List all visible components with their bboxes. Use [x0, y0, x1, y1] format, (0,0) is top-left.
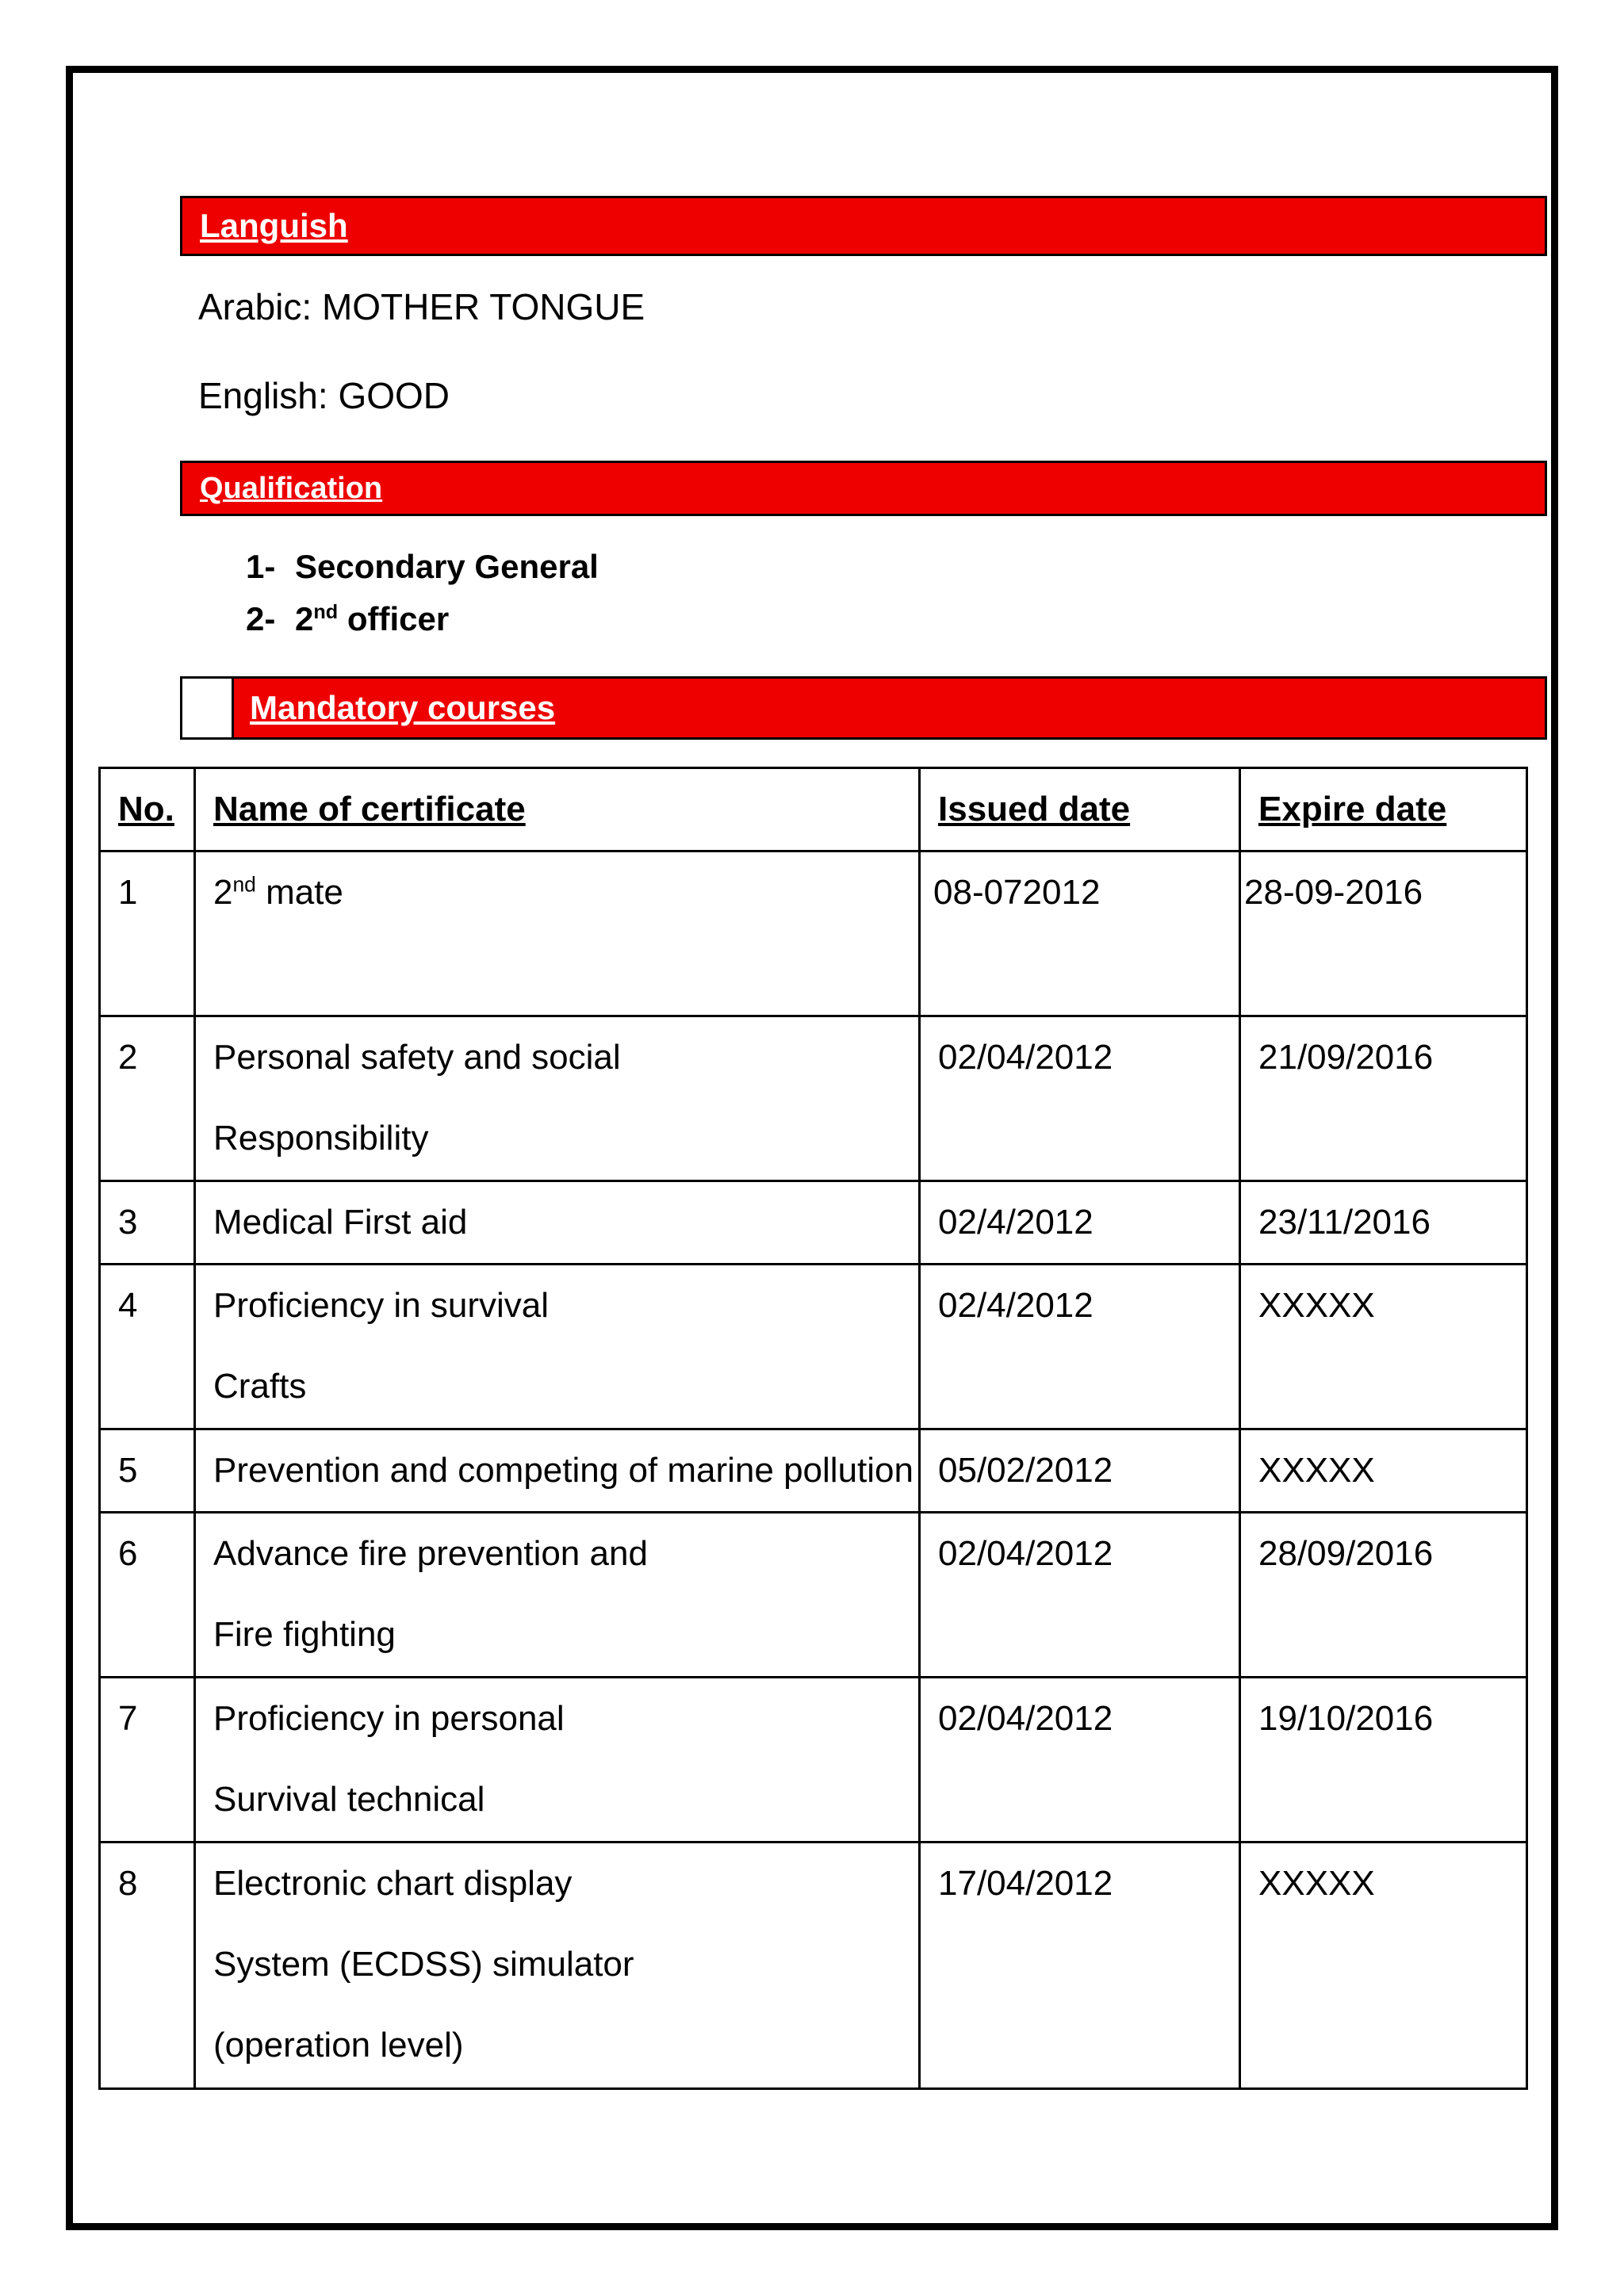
- qualification-text: Secondary General: [295, 548, 599, 585]
- qualification-superscript: nd: [313, 601, 339, 623]
- cell-no: 1: [100, 851, 195, 1016]
- cell-no: 2: [100, 1016, 195, 1181]
- cell-name: [195, 1678, 920, 1843]
- cell-name-line: Proficiency in personal: [213, 1699, 565, 1738]
- cell-issued: 02/04/2012: [920, 1678, 1240, 1843]
- cell-expire: 28-09-2016: [1240, 851, 1527, 1016]
- cell-no: 6: [100, 1513, 195, 1678]
- header-name: Name of certificate: [195, 768, 920, 851]
- header-expire: Expire date: [1240, 768, 1527, 851]
- cell-name-line: (operation level): [213, 2026, 464, 2064]
- cell-issued: 02/04/2012: [920, 1513, 1240, 1678]
- qualification-list: [246, 541, 599, 645]
- cell-name: Medical First aid: [195, 1181, 920, 1265]
- cell-name-line: Survival technical: [213, 1780, 485, 1819]
- cell-no: 3: [100, 1181, 195, 1265]
- cell-expire: XXXXX: [1240, 1429, 1527, 1513]
- qualification-item: [246, 593, 599, 645]
- cell-name-line: Responsibility: [213, 1119, 429, 1158]
- language-english-label: English:: [198, 375, 328, 416]
- qualification-base: 2: [295, 600, 314, 637]
- cell-name: [195, 851, 920, 1016]
- language-english-value: GOOD: [338, 375, 450, 416]
- cell-name-line: Personal safety and social: [213, 1038, 621, 1077]
- table-row: [100, 1513, 1527, 1678]
- table-row: [100, 1181, 1527, 1265]
- qualification-number: 2-: [246, 600, 276, 637]
- cell-name: Prevention and competing of marine pollution: [195, 1429, 920, 1513]
- mandatory-courses-heading: [180, 676, 1547, 740]
- cell-expire: XXXXX: [1240, 1843, 1527, 2089]
- cell-name-rest: mate: [266, 873, 343, 912]
- qualification-number: 1-: [246, 548, 276, 585]
- cell-no: 8: [100, 1843, 195, 2089]
- cell-name: [195, 1513, 920, 1678]
- cell-expire: 28/09/2016: [1240, 1513, 1527, 1678]
- table-row: [100, 1429, 1527, 1513]
- table-row: [100, 1678, 1527, 1843]
- cell-name-line: Advance fire prevention and: [213, 1534, 648, 1573]
- qualification-heading: Qualification: [180, 461, 1547, 516]
- cell-name-line: Fire fighting: [213, 1615, 396, 1654]
- cell-issued: 02/4/2012: [920, 1181, 1240, 1265]
- qualification-item: [246, 541, 599, 593]
- cell-expire: XXXXX: [1240, 1265, 1527, 1429]
- cell-name: [195, 1265, 920, 1429]
- cell-name: [195, 1843, 920, 2089]
- mandatory-courses-title: Mandatory courses: [250, 689, 556, 726]
- cell-issued: 17/04/2012: [920, 1843, 1240, 2089]
- language-english: [198, 374, 450, 417]
- cell-name: [195, 1016, 920, 1181]
- cell-no: 5: [100, 1429, 195, 1513]
- cell-no: 7: [100, 1678, 195, 1843]
- cell-issued: 02/04/2012: [920, 1016, 1240, 1181]
- courses-table: [98, 767, 1528, 2090]
- language-arabic-label: Arabic:: [198, 286, 312, 327]
- cell-name-line: System (ECDSS) simulator: [213, 1945, 634, 1984]
- cell-name-base: 2: [213, 873, 233, 912]
- cell-name-superscript: nd: [232, 872, 256, 897]
- cell-expire: 23/11/2016: [1240, 1181, 1527, 1265]
- table-row: [100, 1265, 1527, 1429]
- cell-no: 4: [100, 1265, 195, 1429]
- qualification-text: officer: [347, 600, 450, 637]
- cell-name-line: Electronic chart display: [213, 1864, 573, 1903]
- cell-expire: 21/09/2016: [1240, 1016, 1527, 1181]
- header-issued: Issued date: [920, 768, 1240, 851]
- table-header-row: [100, 768, 1527, 851]
- cell-name-line: Proficiency in survival: [213, 1286, 550, 1325]
- cell-name-line: Crafts: [213, 1367, 307, 1406]
- cell-issued: 05/02/2012: [920, 1429, 1240, 1513]
- table-row: [100, 1016, 1527, 1181]
- cell-issued: 08-072012: [920, 851, 1240, 1016]
- language-arabic-value: MOTHER TONGUE: [321, 286, 645, 327]
- language-arabic: [198, 285, 645, 328]
- cell-issued: 02/4/2012: [920, 1265, 1240, 1429]
- table-row: [100, 1843, 1527, 2089]
- language-heading: Languish: [180, 196, 1547, 256]
- header-no: No.: [100, 768, 195, 851]
- table-row: [100, 851, 1527, 1016]
- cell-expire: 19/10/2016: [1240, 1678, 1527, 1843]
